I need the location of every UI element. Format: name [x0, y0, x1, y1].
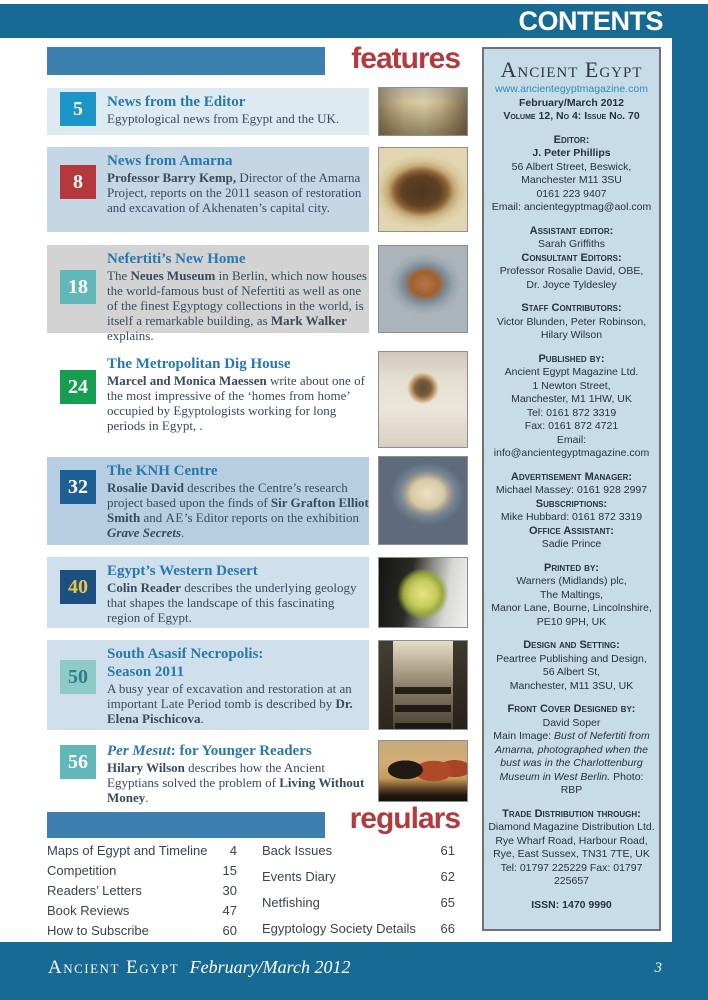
footer-magazine-name: Ancient Egypt — [48, 957, 180, 978]
feature-description: The Neues Museum in Berlin, which now houses the world-famous bust of Nefertiti as well as one of the finest Egyptogy collections in the world, is itself a remarkable building, as Mark Walker explains. — [107, 268, 367, 343]
footer-magazine-issue — [48, 957, 350, 979]
trade-distribution-label: Trade Distribution through: — [502, 807, 641, 820]
design-address-line: Manchester, M11 3SU, UK — [509, 679, 634, 692]
regulars-item-page: 61 — [440, 843, 455, 858]
feature-description: Colin Reader describes the underlying geology that shapes the landscape of this fascinating region of Egypt. — [107, 580, 357, 625]
assistant-editor-label: Assistant editor: — [529, 224, 614, 237]
publisher-address-line: 1 Newton Street, — [532, 379, 611, 392]
feature-description: Rosalie David describes the Centre’s research project based upon the finds of Sir Grafton Elliot Smith and AE’s Editor reports on the exhibition Grave Secrets. — [107, 480, 369, 540]
feature-page-badge: 18 — [60, 270, 96, 304]
consultant-editor-name: Professor Rosalie David, OBE, — [499, 265, 644, 277]
page-number: 3 — [654, 960, 662, 976]
feature-page-badge: 5 — [60, 92, 96, 126]
regulars-item-page: 60 — [222, 923, 237, 938]
feature-description: Marcel and Monica Maessen write about one of the most impressive of the ‘homes from home’ occupied by Egyptologists working for long periods in Egypt, . — [107, 373, 365, 433]
regulars-item-label: How to Subscribe — [47, 923, 149, 938]
consultant-editors-label: Consultant Editors: — [521, 251, 622, 264]
feature-title: Egypt’s Western Desert — [107, 563, 258, 579]
regulars-item-label: Competition — [47, 863, 117, 878]
feature-entry-knh-centre — [47, 457, 369, 545]
office-assistant-label: Office Assistant: — [529, 524, 614, 537]
feature-entry-nefertiti — [47, 245, 369, 343]
thumbnail-skull-photo — [378, 456, 468, 545]
feature-description: A busy year of excavation and restoration at an important Late Period tomb is described by Dr. Elena Pischicova. — [107, 681, 353, 726]
distributor-name: Diamond Magazine Distribution Ltd. — [488, 821, 655, 833]
footer-issue-date: February/March 2012 — [189, 957, 351, 977]
regulars-list-left — [47, 843, 237, 943]
regulars-item — [47, 863, 237, 878]
thumbnail-canyon-photo — [378, 87, 468, 136]
design-setting-label: Design and Setting: — [523, 639, 620, 651]
feature-entry-news-amarna — [47, 147, 369, 232]
regulars-item-page: 4 — [229, 843, 237, 858]
editor-address-line: Manchester M11 3SU — [521, 174, 622, 186]
feature-description: Professor Barry Kemp, Director of the Amarna Project, reports on the 2011 season of restoration and excavation of Akhenaten’s capital city. — [107, 170, 362, 215]
regulars-item — [262, 921, 455, 936]
feature-page-badge: 32 — [60, 470, 96, 504]
features-section-title: features — [351, 42, 460, 75]
regulars-item-page: 15 — [222, 863, 237, 878]
header-bar — [0, 4, 708, 38]
staff-contributor-names: Hilary Wilson — [540, 329, 603, 341]
consultant-editor-name: Dr. Joyce Tyldesley — [526, 278, 617, 291]
feature-entry-news-editor — [47, 88, 369, 135]
feature-page-badge: 56 — [60, 745, 96, 779]
right-border-band — [672, 4, 708, 1000]
regulars-item-page: 66 — [440, 921, 455, 936]
feature-description: Egyptological news from Egypt and the UK. — [107, 111, 340, 126]
cover-image-caption: Main Image: Bust of Nefertiti from Amarna, photographed when the bust was in the Charlottenburg Museum in West Berlin. Photo: RBP — [493, 730, 650, 796]
regulars-item — [47, 923, 237, 938]
thumbnail-desert-glass-photo — [378, 557, 468, 628]
regulars-item-label: Egyptology Society Details — [262, 921, 416, 936]
staff-contributors-label: Staff Contributors: — [521, 302, 622, 314]
thumbnail-cattle-painting-photo — [378, 740, 468, 802]
editor-address-line: 56 Albert Street, Beswick, — [511, 160, 632, 173]
regulars-item — [47, 843, 237, 858]
editor-name: J. Peter Phillips — [532, 147, 611, 159]
volume-issue: Volume 12, No 4: Issue No. 70 — [503, 110, 640, 122]
feature-entry-per-mesut — [47, 738, 369, 808]
advertisement-manager-label: Advertisement Manager: — [510, 470, 633, 483]
publisher-email: Email: info@ancientegyptmagazine.com — [493, 433, 650, 459]
page-title: CONTENTS — [518, 6, 663, 36]
footer-bar — [0, 942, 708, 1000]
publisher-tel: Tel: 0161 872 3319 — [526, 406, 617, 419]
feature-title: Nefertiti’s New Home — [107, 251, 246, 267]
feature-title: News from the Editor — [107, 94, 246, 110]
feature-page-badge: 8 — [60, 165, 96, 199]
design-company: Peartree Publishing and Design, — [496, 652, 647, 665]
editor-phone: 0161 223 9407 — [536, 187, 607, 200]
printer-address-line: Manor Lane, Bourne, Lincolnshire, — [491, 602, 652, 614]
feature-entry-south-asasif — [47, 640, 369, 730]
issn-number: ISSN: 1470 9990 — [531, 898, 612, 911]
feature-description: Hilary Wilson describes how the Ancient Egyptians solved the problem of Living Without Money. — [107, 760, 365, 805]
regulars-bar — [47, 812, 325, 838]
front-cover-designer: David Soper — [542, 716, 601, 729]
front-cover-label: Front Cover Designed by: — [507, 703, 636, 715]
publisher-name: Ancient Egypt Magazine Ltd. — [504, 366, 639, 378]
masthead-panel — [482, 47, 661, 931]
subscriptions-label: Subscriptions: — [535, 497, 608, 510]
thumbnail-dig-house-interior-photo — [378, 351, 468, 448]
feature-entry-western-desert — [47, 557, 369, 628]
regulars-item — [47, 903, 237, 918]
regulars-item-label: Book Reviews — [47, 903, 130, 918]
feature-title: The KNH Centre — [107, 463, 218, 479]
editor-email: Email: ancientegyptmag@aol.com — [491, 201, 652, 213]
advertisement-manager-name: Michael Massey: 0161 928 2997 — [495, 484, 648, 496]
regulars-item-label: Events Diary — [262, 869, 336, 884]
feature-page-badge: 24 — [60, 370, 96, 404]
regulars-item — [262, 895, 455, 910]
publisher-address-line: Manchester, M1 1HW, UK — [511, 393, 632, 405]
publisher-fax: Fax: 0161 872 4721 — [524, 420, 619, 432]
regulars-item-label: Maps of Egypt and Timeline — [47, 843, 208, 858]
features-bar — [47, 47, 325, 75]
staff-contributor-names: Victor Blunden, Peter Robinson, — [496, 315, 647, 328]
regulars-item-label: Readers’ Letters — [47, 883, 142, 898]
regulars-item-page: 30 — [222, 883, 237, 898]
printer-address-line: PE10 9PH, UK — [536, 615, 607, 628]
printer-address-line: The Maltings, — [539, 588, 604, 601]
regulars-item — [262, 843, 455, 858]
printer-name: Warners (Midlands) plc, — [516, 575, 627, 587]
regulars-item-label: Back Issues — [262, 843, 333, 858]
published-by-label: Published by: — [538, 352, 605, 365]
thumbnail-clasped-hands-photo — [378, 245, 468, 333]
feature-title: News from Amarna — [107, 153, 233, 169]
distributor-phones: Tel: 01797 225229 Fax: 01797 225657 — [500, 861, 643, 887]
feature-title: The Metropolitan Dig House — [107, 356, 291, 372]
regulars-item — [47, 883, 237, 898]
regulars-item-page: 65 — [440, 895, 455, 910]
regulars-item-label: Netfishing — [262, 895, 320, 910]
regulars-item-page: 62 — [440, 869, 455, 884]
regulars-item — [262, 869, 455, 884]
distributor-address-line: Rye Wharf Road, Harbour Road, — [495, 834, 648, 847]
thumbnail-excavation-photo — [378, 147, 468, 232]
printed-by-label: Printed by: — [544, 561, 599, 574]
feature-title: Per Mesut: for Younger Readers — [107, 743, 312, 759]
regulars-item-page: 47 — [222, 903, 237, 918]
magazine-logo: Ancient Egypt — [500, 57, 643, 82]
distributor-address-line: Rye, East Sussex, TN31 7TE, UK — [493, 848, 650, 860]
design-address-line: 56 Albert St, — [542, 666, 601, 678]
regulars-section-title: regulars — [349, 802, 460, 835]
feature-page-badge: 50 — [60, 660, 96, 694]
feature-page-badge: 40 — [60, 570, 96, 604]
feature-title: South Asasif Necropolis: Season 2011 — [107, 646, 264, 680]
subscriptions-contact: Mike Hubbard: 0161 872 3319 — [500, 511, 643, 523]
assistant-editor-name: Sarah Griffiths — [538, 238, 605, 250]
issue-date: February/March 2012 — [518, 96, 625, 109]
magazine-website-link[interactable]: www.ancientegyptmagazine.com — [495, 83, 648, 95]
editor-label: Editor: — [553, 133, 590, 146]
thumbnail-tomb-corridor-photo — [378, 640, 468, 730]
feature-entry-dig-house — [47, 350, 369, 448]
regulars-list-right — [262, 843, 455, 947]
office-assistant-name: Sadie Prince — [541, 538, 602, 550]
